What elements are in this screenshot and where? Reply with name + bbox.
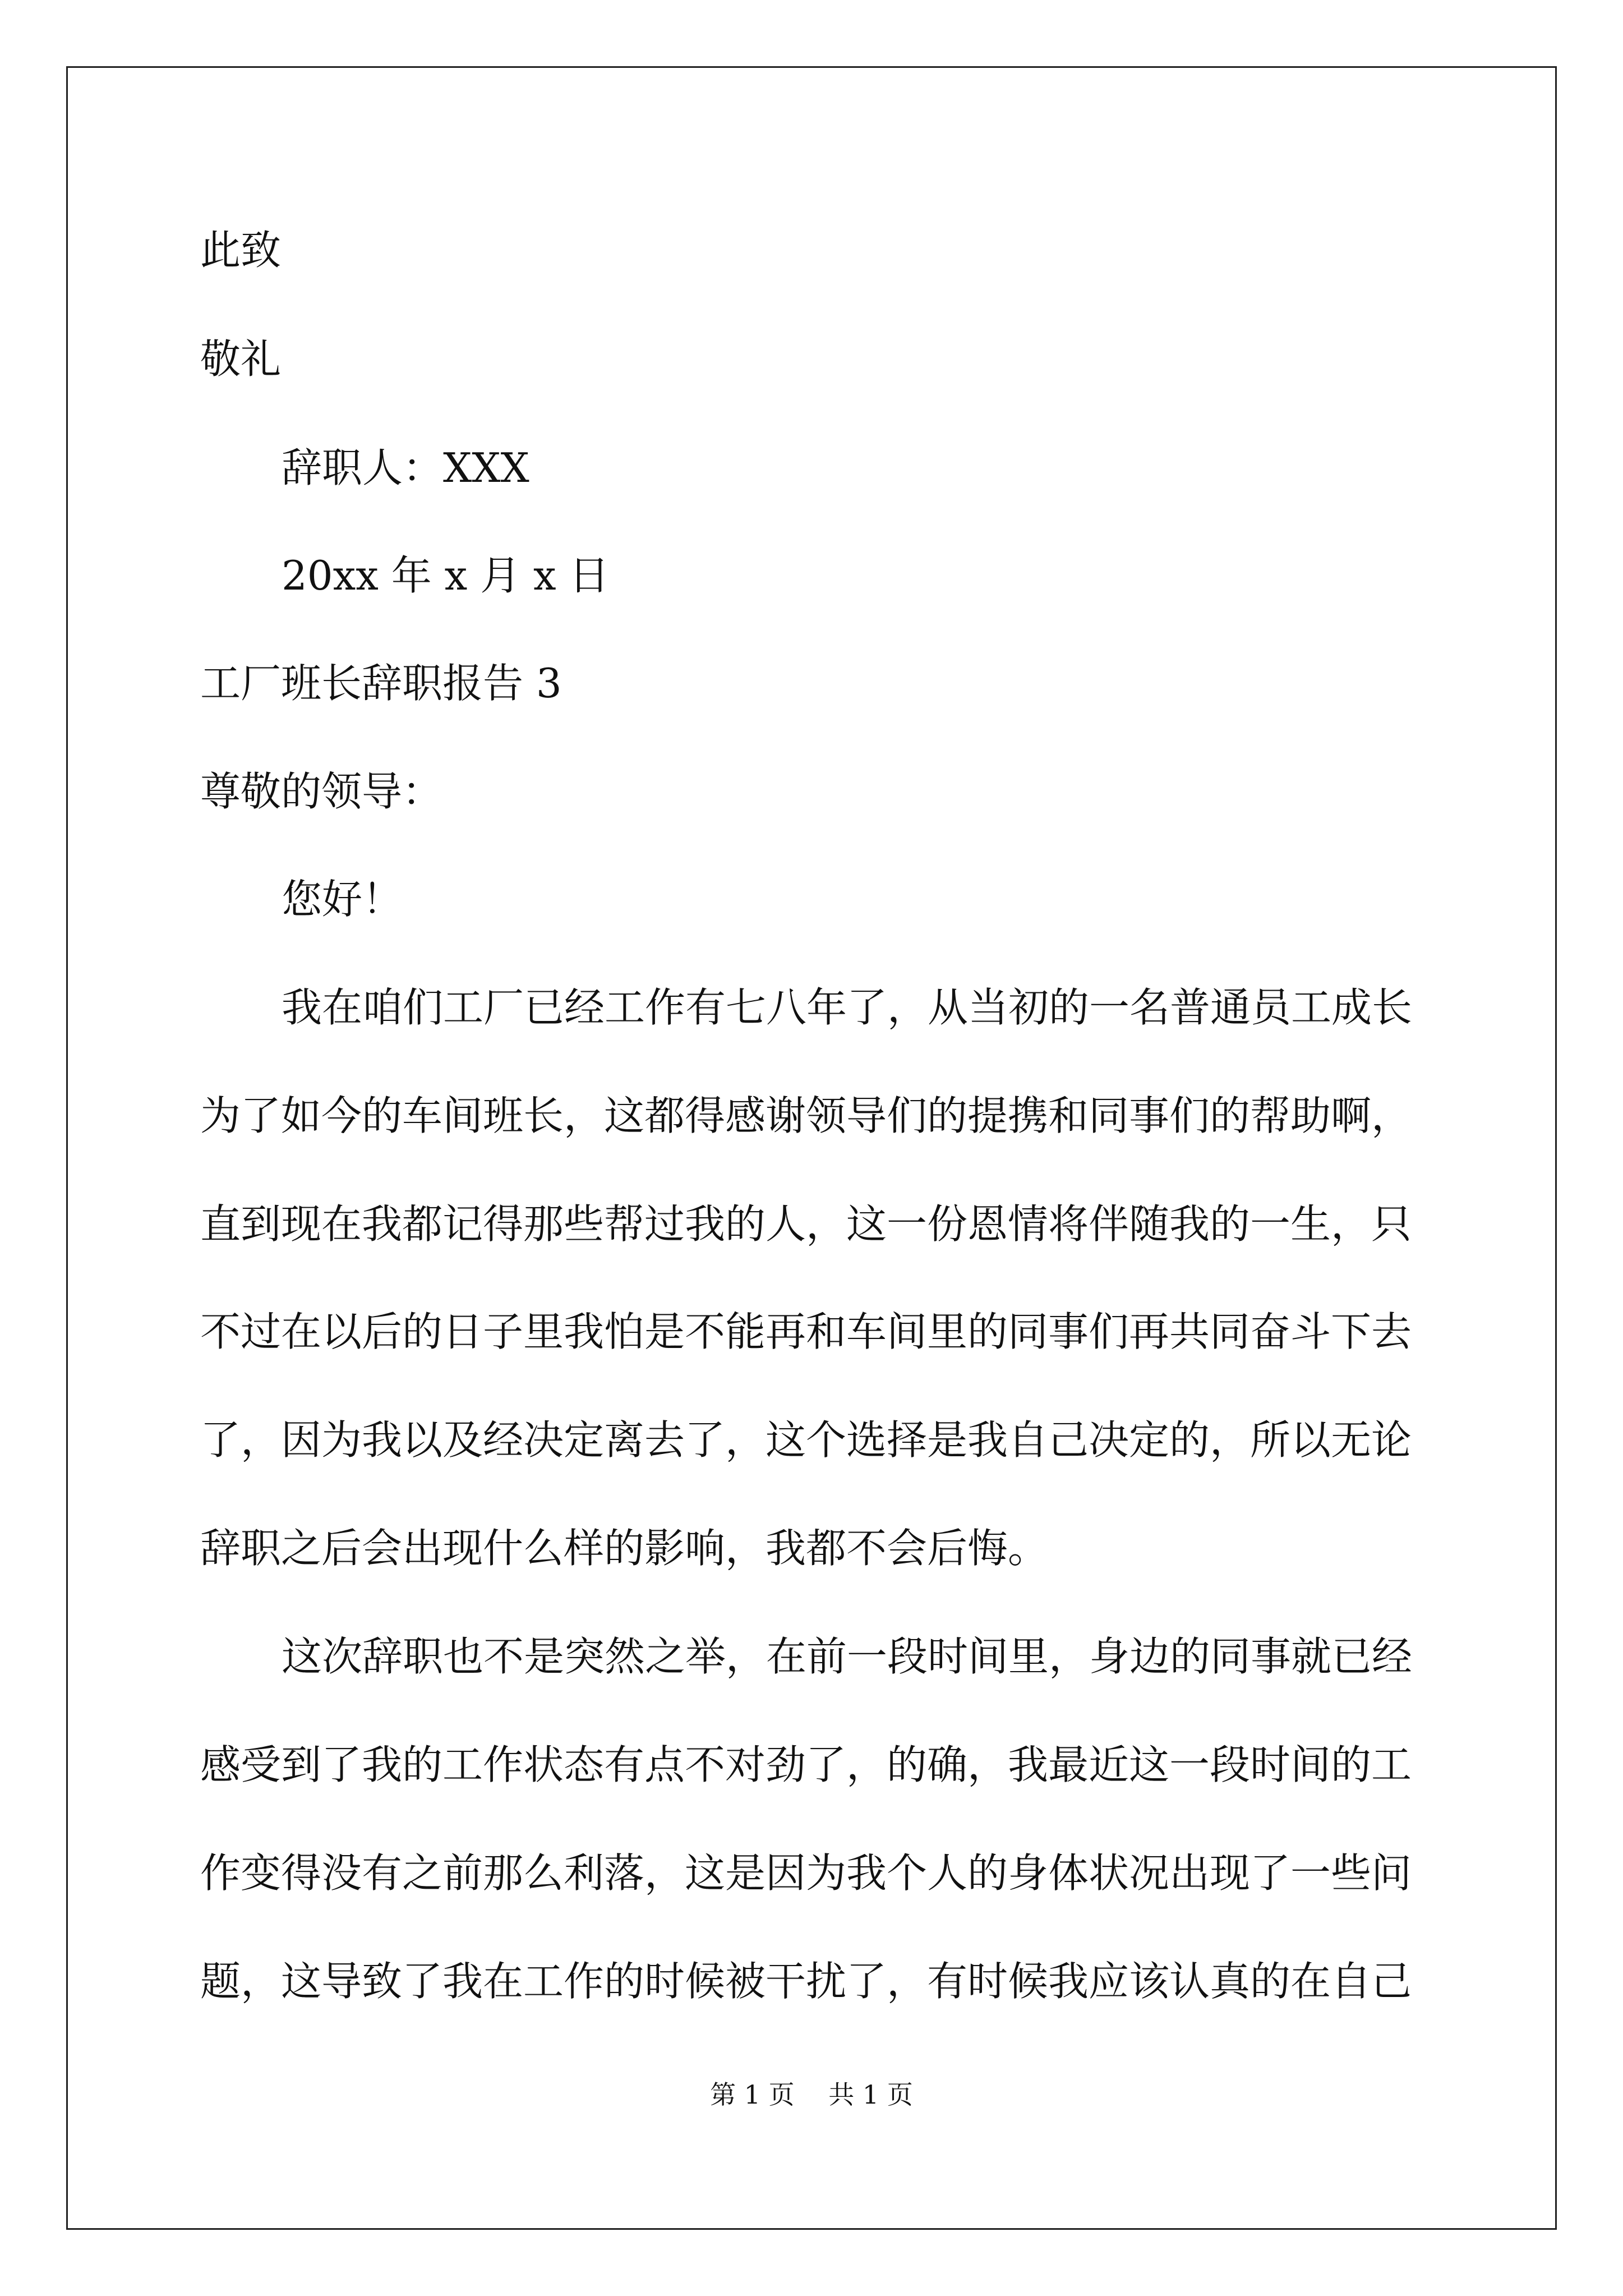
closing-line-2: 敬礼 — [200, 335, 282, 383]
paragraph-1-line: 不过在以后的日子里我怕是不能再和车间里的同事们再共同奋斗下去 — [200, 1308, 1412, 1355]
closing-line-1: 此致 — [200, 227, 282, 274]
paragraph-2-line: 感受到了我的工作状态有点不对劲了，的确，我最近这一段时间的工 — [200, 1741, 1412, 1788]
section-title: 工厂班长辞职报告 3 — [200, 660, 562, 707]
paragraph-1-line: 为了如今的车间班长，这都得感谢领导们的提携和同事们的帮助啊， — [200, 1092, 1412, 1139]
paragraph-1-line: 辞职之后会出现什么样的影响，我都不会后悔。 — [200, 1525, 1049, 1572]
date-line: 20xx 年 x 月 x 日 — [282, 552, 610, 599]
salutation: 尊敬的领导： — [200, 768, 443, 815]
paragraph-2-line: 题，这导致了我在工作的时候被干扰了，有时候我应该认真的在自己 — [200, 1958, 1412, 2005]
page-footer: 第 1 页 共 1 页 — [710, 2079, 913, 2110]
signer-line: 辞职人：XXX — [282, 444, 529, 491]
paragraph-1-line: 了，因为我以及经决定离去了，这个选择是我自己决定的，所以无论 — [200, 1416, 1412, 1464]
page-border — [66, 66, 1557, 2230]
paragraph-2-line: 这次辞职也不是突然之举，在前一段时间里，身边的同事就已经 — [282, 1633, 1413, 1680]
paragraph-1-line: 直到现在我都记得那些帮过我的人，这一份恩情将伴随我的一生，只 — [200, 1200, 1412, 1248]
paragraph-2-line: 作变得没有之前那么利落，这是因为我个人的身体状况出现了一些问 — [200, 1849, 1412, 1897]
paragraph-1-line: 我在咱们工厂已经工作有七八年了，从当初的一名普通员工成长 — [282, 984, 1413, 1031]
greeting: 您好！ — [282, 876, 403, 923]
